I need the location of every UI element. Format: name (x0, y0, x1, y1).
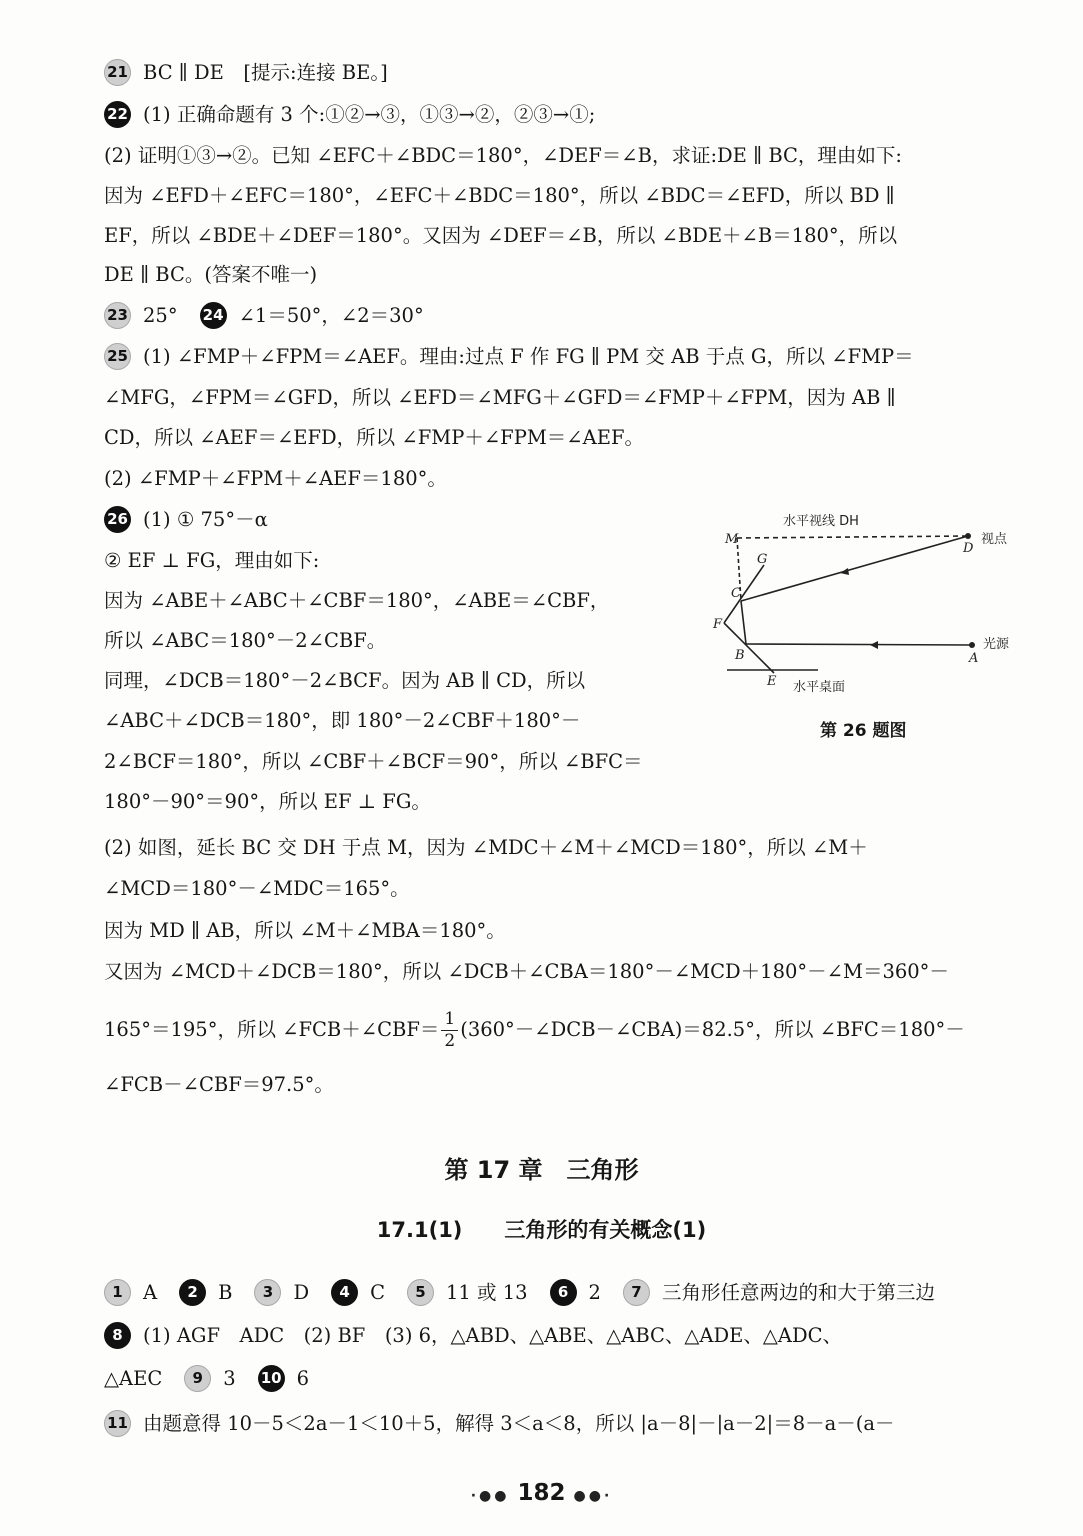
label-f: F (713, 617, 723, 632)
question-number-badge: 2 (179, 1279, 206, 1306)
answer-8 (104, 1321, 842, 1351)
answer-line: CD，所以 ∠AEF＝∠EFD，所以 ∠FMP＋∠FPM＝∠AEF。 (104, 426, 644, 449)
answer-line: 所以 ∠ABC＝180°－2∠CBF。 (104, 629, 387, 652)
decorative-dots-left: ·●● (470, 1488, 510, 1504)
answer-text: C (370, 1281, 385, 1304)
fraction-numerator: 1 (441, 1011, 458, 1031)
answer-21 (104, 58, 388, 88)
answer-text: 三角形任意两边的和大于第三边 (661, 1281, 935, 1304)
answer-text: 3 (223, 1367, 236, 1390)
label-horizontal-desk: 水平桌面 (793, 680, 846, 695)
answer-text: 6 (296, 1367, 310, 1390)
label-g: G (757, 552, 768, 567)
ray-arrow (870, 641, 878, 649)
question-number-badge: 3 (254, 1279, 281, 1306)
answer-23-24 (104, 301, 424, 331)
answer-22 (104, 100, 595, 130)
question-number-badge: 7 (623, 1279, 650, 1306)
question-number-badge: 5 (407, 1279, 434, 1306)
mirror-line-fg (724, 565, 764, 623)
answer-line: 180°－90°＝90°，所以 EF ⊥ FG。 (104, 790, 431, 813)
page-number-footer (0, 1480, 1083, 1506)
answer-line: 2∠BCF＝180°，所以 ∠CBF＋∠BCF＝90°，所以 ∠BFC＝ (104, 750, 643, 773)
answer-line: 因为 ∠ABE＋∠ABC＋∠CBF＝180°，∠ABE＝∠CBF， (104, 589, 610, 612)
answer-line: 同理，∠DCB＝180°－2∠BCF。因为 AB ∥ CD，所以 (104, 669, 586, 692)
answer-line: (2) ∠FMP＋∠FPM＋∠AEF＝180°。 (104, 467, 447, 490)
question-number-badge: 9 (184, 1365, 211, 1392)
answer-line: 因为 ∠EFD＋∠EFC＝180°，∠EFC＋∠BDC＝180°，所以 ∠BDC＝∠EFD，所以 BD ∥ (104, 184, 895, 207)
answer-line: 因为 MD ∥ AB，所以 ∠M＋∠MBA＝180°。 (104, 919, 506, 942)
answer-text: 165°＝195°，所以 ∠FCB＋∠CBF＝ (104, 1018, 440, 1041)
answer-text: D (293, 1281, 310, 1304)
answer-text: (360°－∠DCB－∠CBA)＝82.5°，所以 ∠BFC＝180°－ (460, 1018, 965, 1041)
section-title: 17.1(1) 三角形的有关概念(1) (376, 1218, 707, 1242)
label-d: D (963, 541, 974, 556)
question-number-badge: 11 (104, 1410, 131, 1437)
answer-25 (104, 342, 914, 372)
answers-row-1-7 (104, 1278, 935, 1308)
answer-line: EF，所以 ∠BDE＋∠DEF＝180°。又因为 ∠DEF＝∠B，所以 ∠BDE＋∠B＝180°，所以 (104, 224, 898, 247)
decorative-dots-right: ●●· (573, 1488, 613, 1504)
answer-line: (2) 如图，延长 BC 交 DH 于点 M，因为 ∠MDC＋∠M＋∠MCD＝180°，所以 ∠M＋ (104, 836, 868, 859)
label-horizontal-sightline: 水平视线 DH (783, 514, 859, 529)
answer-line: ∠MFG，∠FPM＝∠GFD，所以 ∠EFD＝∠MFG＋∠GFD＝∠FMP＋∠FPM，因为 AB ∥ (104, 386, 896, 409)
answer-line: 又因为 ∠MCD＋∠DCB＝180°，所以 ∠DCB＋∠CBA＝180°－∠MCD＋180°－∠M＝360°－ (104, 960, 949, 983)
answer-26 (104, 505, 268, 535)
answer-line: ∠FCB－∠CBF＝97.5°。 (104, 1073, 334, 1096)
horizontal-sightline-dh (737, 536, 968, 538)
answer-text: 2 (588, 1281, 601, 1304)
answer-line: DE ∥ BC。(答案不唯一) (104, 263, 318, 286)
answer-line: (2) 证明①③→②。已知 ∠EFC＋∠BDC＝180°，∠DEF＝∠B，求证:DE ∥ BC，理由如下: (104, 144, 903, 167)
question-number-badge: 1 (104, 1279, 131, 1306)
answer-line: ∠ABC＋∠DCB＝180°，即 180°－2∠CBF＋180°－ (104, 709, 581, 732)
label-a: A (969, 651, 979, 666)
answers-row-9-10 (104, 1364, 309, 1394)
question-number-badge: 8 (104, 1322, 131, 1349)
answer-text: (1) AGF ADC (2) BF (3) 6，△ABD、△ABE、△ABC、△ADE、△ADC、 (143, 1324, 843, 1347)
question-number-badge: 10 (258, 1365, 285, 1392)
viewpoint-dot (965, 533, 971, 539)
question-number-badge: 24 (200, 302, 227, 329)
fraction-one-half (441, 1011, 458, 1050)
answer-11 (104, 1409, 895, 1439)
reflected-ray-cd (741, 536, 968, 601)
answer-text: △AEC (104, 1367, 163, 1390)
question-number-badge: 25 (104, 343, 131, 370)
label-viewpoint: 视点 (981, 532, 1008, 547)
answer-text: A (143, 1281, 158, 1304)
label-b: B (735, 648, 745, 663)
answer-text: 11 或 13 (446, 1281, 528, 1304)
label-c: C (731, 586, 741, 601)
answer-text: B (218, 1281, 233, 1304)
label-m: M (725, 532, 739, 547)
question-number-badge: 6 (550, 1279, 577, 1306)
chapter-title: 第 17 章 三角形 (444, 1156, 639, 1184)
answer-line-with-fraction (104, 1011, 965, 1050)
answer-text: (1) ① 75°－α (143, 508, 268, 531)
answer-text: (1) ∠FMP＋∠FPM＝∠AEF。理由:过点 F 作 FG ∥ PM 交 AB 于点 G，所以 ∠FMP＝ (143, 345, 914, 368)
figure-caption: 第 26 题图 (820, 721, 907, 741)
answer-line: ∠MCD＝180°－∠MDC＝165°。 (104, 877, 410, 900)
answer-text: (1) 正确命题有 3 个:①②→③，①③→②，②③→①; (143, 103, 596, 126)
fraction-denominator: 2 (444, 1031, 456, 1051)
question-number-badge: 21 (104, 59, 131, 86)
question-number-badge: 23 (104, 302, 131, 329)
question-number-badge: 22 (104, 101, 131, 128)
label-light-source: 光源 (983, 637, 1010, 652)
page-number: 182 (517, 1480, 566, 1506)
answer-text: ∠1＝50°，∠2＝30° (238, 304, 424, 327)
label-e: E (767, 674, 777, 689)
question-number-badge: 26 (104, 506, 131, 533)
answer-text: BC ∥ DE [提示:连接 BE。] (143, 61, 388, 84)
answer-text: 25° (143, 304, 178, 327)
segment-bc (741, 601, 746, 644)
light-ray-ab (746, 644, 972, 645)
answer-line: ② EF ⊥ FG，理由如下: (104, 549, 320, 572)
light-source-dot (969, 642, 975, 648)
figure-26-diagram (715, 505, 1045, 695)
answer-text: 由题意得 10－5＜2a－1＜10＋5，解得 3＜a＜8，所以 |a－8|－|a－2|＝8－a－(a－ (143, 1412, 895, 1435)
question-number-badge: 4 (331, 1279, 358, 1306)
mirror-line-fe (724, 623, 774, 673)
